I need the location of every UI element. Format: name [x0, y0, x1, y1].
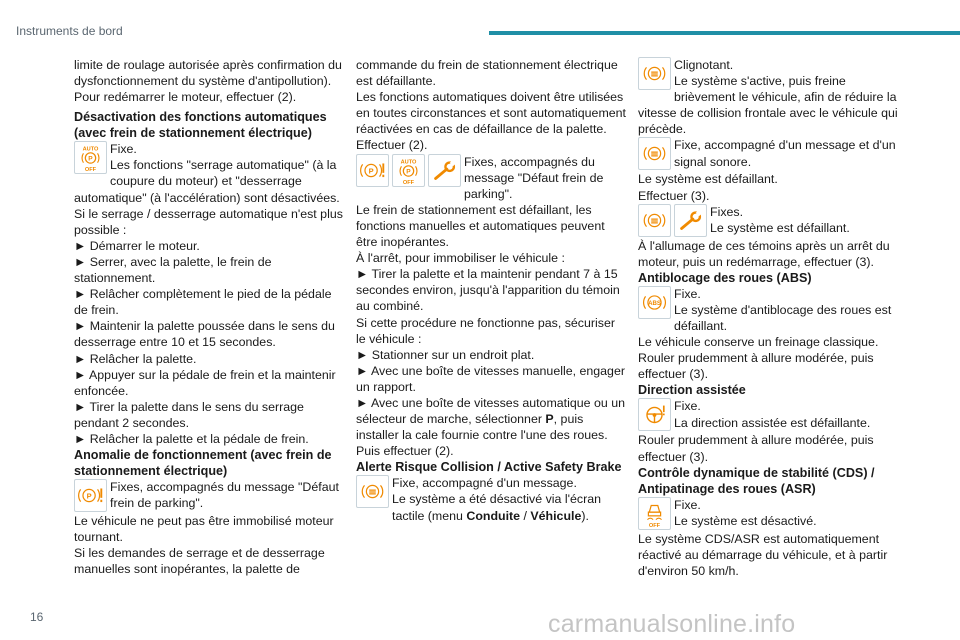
section-heading: Désactivation des fonctions automatiques (avec frein de stationnement électrique)	[74, 110, 327, 141]
collision-alert-icon	[638, 204, 671, 237]
indicator-status: Fixe.	[110, 142, 137, 157]
abs-warning-icon	[638, 286, 671, 319]
paragraph: Rouler prudemment à allure modérée, puis effectuer (3).	[638, 433, 874, 464]
stability-control-off-icon	[638, 497, 671, 530]
paragraph: Effectuer (2).	[356, 138, 428, 153]
step-item: ► Relâcher la palette.	[74, 351, 197, 366]
step-item: ► Serrer, avec la palette, le frein de stationnement.	[74, 254, 272, 286]
paragraph: commande du frein de stationnement électrique est défaillante.	[356, 58, 618, 89]
header-accent-bar	[489, 31, 960, 35]
section-heading: Contrôle dynamique de stabilité (CDS) / Antipatinage des roues (ASR)	[638, 465, 875, 496]
step-item: ► Démarrer le moteur.	[74, 238, 200, 253]
park-brake-warning-icon	[356, 154, 389, 187]
indicator-block	[638, 204, 908, 238]
page-number: 16	[30, 610, 44, 624]
wrench-service-icon	[674, 204, 707, 237]
indicator-description: Le système d'antiblocage des roues est défaillant.	[674, 302, 892, 334]
paragraph: Le véhicule ne peut pas être immobilisé moteur tournant.	[74, 514, 334, 545]
section-heading: Anomalie de fonctionnement (avec frein de stationnement électrique)	[74, 448, 332, 479]
svg-text:OFF: OFF	[648, 522, 661, 529]
auto-park-off-warning-icon	[392, 154, 425, 187]
collision-alert-icon	[356, 475, 389, 508]
section-heading: Direction assistée	[638, 383, 746, 398]
steering-warning-icon	[638, 398, 671, 431]
indicator-block	[74, 141, 344, 205]
svg-text:P: P	[368, 165, 374, 175]
indicator-description: Fixes, accompagnés du message "Défaut frein de parking".	[464, 154, 604, 201]
svg-text:P: P	[86, 491, 92, 501]
paragraph: Le système CDS/ASR est automatiquement réactivé au démarrage du véhicule, et à partir d'environ 50 km/h.	[638, 531, 888, 578]
indicator-description: Le système est défaillant.	[710, 220, 850, 235]
collision-alert-icon	[638, 57, 671, 90]
paragraph: Le système est défaillant.	[638, 172, 778, 187]
step-item: ► Tirer la palette dans le sens du serrage pendant 2 secondes.	[74, 399, 304, 430]
indicator-block	[356, 475, 626, 523]
indicator-block	[638, 137, 908, 171]
section-heading: Antiblocage des roues (ABS)	[638, 270, 812, 285]
svg-text:OFF: OFF	[402, 179, 415, 186]
watermark: carmanualsonline.info	[548, 610, 796, 638]
park-brake-warning-icon	[74, 479, 107, 512]
indicator-status: Fixe.	[674, 497, 701, 512]
step-item: ► Stationner sur un endroit plat.	[356, 347, 535, 362]
step-item: ► Tirer la palette et la maintenir pendant 7 à 15 secondes environ, jusqu'à l'apparition du témoin au combiné.	[356, 267, 620, 314]
step-item: ► Maintenir la palette poussée dans le sens du desserrage entre 10 et 15 secondes.	[74, 319, 335, 350]
step-item: ► Avec une boîte de vitesses manuelle, engager un rapport.	[356, 363, 625, 394]
paragraph: À l'allumage de ces témoins après un arrêt du moteur, puis un redémarrage, effectuer (3).	[638, 238, 890, 269]
indicator-status: Fixe, accompagné d'un message.	[392, 476, 577, 491]
svg-text:P: P	[406, 167, 411, 175]
column-1	[74, 57, 344, 577]
paragraph: Effectuer (3).	[638, 188, 710, 203]
indicator-description: La direction assistée est défaillante.	[674, 415, 871, 430]
indicator-status: Fixe.	[674, 399, 701, 414]
svg-text:OFF: OFF	[84, 167, 97, 174]
paragraph: Si les demandes de serrage et de desserrage manuelles sont inopérantes, la palette de	[74, 546, 325, 577]
svg-text:ABS: ABS	[648, 299, 661, 307]
indicator-block	[638, 57, 908, 137]
paragraph: À l'arrêt, pour immobiliser le véhicule :	[356, 251, 565, 266]
svg-text:P: P	[88, 155, 93, 163]
step-item: ► Avec une boîte de vitesses automatique ou un sélecteur de marche, sélectionner P, puis installer la cale fournie contre l'une des roues.	[356, 395, 625, 443]
page-header-title: Instruments de bord	[16, 24, 123, 38]
step-item: ► Relâcher complètement le pied de la pédale de frein.	[74, 287, 332, 318]
indicator-description: Le système est désactivé.	[674, 513, 817, 528]
indicator-block	[638, 286, 908, 334]
indicator-status: Fixe.	[674, 286, 701, 301]
indicator-description: Les fonctions "serrage automatique" (à la coupure du moteur) et "desserrage automatique" (à l'accélération) sont désactivées.	[74, 158, 340, 205]
indicator-description: Fixe, accompagné d'un message et d'un signal sonore.	[674, 138, 896, 169]
svg-text:AUTO: AUTO	[400, 159, 417, 166]
step-item: ► Relâcher la palette et la pédale de frein.	[74, 431, 309, 446]
paragraph: limite de roulage autorisée après confirmation du dysfonctionnement du système d'antipollution).	[74, 58, 342, 89]
step-item: ► Appuyer sur la pédale de frein et la maintenir enfoncée.	[74, 367, 336, 398]
svg-text:AUTO: AUTO	[82, 146, 99, 153]
indicator-description: Le système a été désactivé via l'écran tactile (menu Conduite / Véhicule).	[392, 492, 601, 523]
auto-park-off-warning-icon	[74, 141, 107, 174]
indicator-status: Clignotant.	[674, 58, 734, 72]
collision-alert-icon	[638, 137, 671, 170]
paragraph: Si le serrage / desserrage automatique n'est plus possible :	[74, 206, 343, 237]
wrench-service-icon	[428, 154, 461, 187]
column-3	[638, 57, 908, 579]
paragraph: Si cette procédure ne fonctionne pas, sécuriser le véhicule :	[356, 315, 615, 346]
paragraph: Puis effectuer (2).	[356, 444, 454, 459]
paragraph: Le véhicule conserve un freinage classique.	[638, 335, 879, 350]
column-2	[356, 57, 626, 524]
section-heading: Alerte Risque Collision / Active Safety Brake	[356, 460, 622, 475]
paragraph: Les fonctions automatiques doivent être utilisées en toutes circonstances et sont automatiquement réactivées en cas de défaillance de la palette.	[356, 90, 626, 137]
paragraph: Rouler prudemment à allure modérée, puis effectuer (3).	[638, 351, 874, 382]
indicator-status: Fixes.	[710, 204, 744, 219]
indicator-block	[74, 479, 344, 513]
indicator-block	[356, 154, 626, 202]
paragraph: Le frein de stationnement est défaillant, les fonctions manuelles et automatiques peuvent être inopérantes.	[356, 202, 605, 250]
indicator-block	[638, 398, 908, 432]
indicator-description: Le système s'active, puis freine brièvement le véhicule, afin de réduire la vitesse de collision frontale avec le véhicule qui précède.	[638, 74, 898, 137]
indicator-description: Fixes, accompagnés du message "Défaut frein de parking".	[110, 480, 339, 511]
indicator-block	[638, 497, 908, 531]
paragraph: Pour redémarrer le moteur, effectuer (2).	[74, 90, 297, 105]
